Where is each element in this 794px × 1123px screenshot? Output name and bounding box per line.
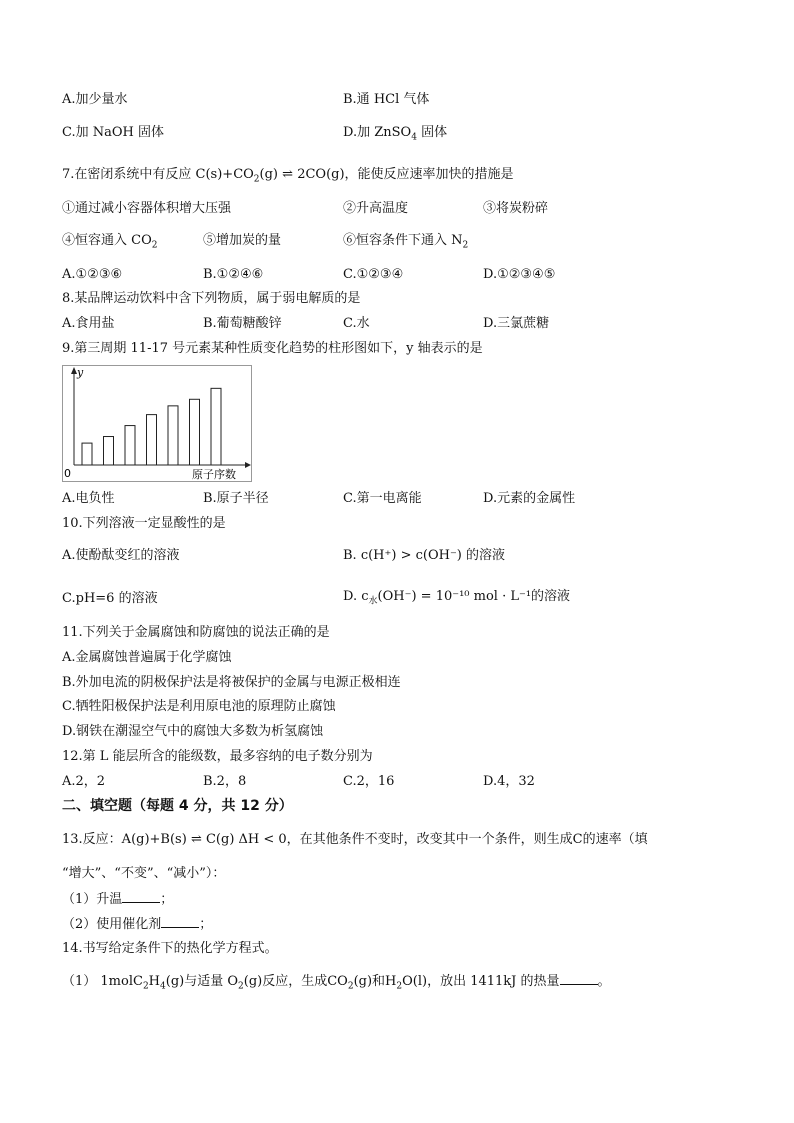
answer-blank[interactable]: [560, 972, 598, 985]
q7-measure-6: ⑥恒容条件下通入 $N_2$: [343, 233, 469, 251]
answer-blank[interactable]: [161, 915, 199, 928]
bar-chart-svg: [62, 365, 252, 482]
q7-option-c: C.①②③④: [343, 267, 404, 282]
q9-stem: 9.第三周期 11-17 号元素某种性质变化趋势的柱形图如下，y 轴表示的是: [62, 341, 483, 356]
q6-option-b: B.通 HCl 气体: [343, 92, 430, 107]
q10-stem: 10.下列溶液一定显酸性的是: [62, 516, 226, 531]
q13-part-2: （2）使用催化剂 ；: [62, 917, 213, 932]
q7-option-d: D.①②③④⑤: [483, 267, 556, 282]
bar-7: [211, 388, 221, 465]
q13-part-1: （1）升温 ；: [62, 892, 174, 907]
q9-option-c: C.第一电离能: [343, 491, 422, 506]
q7-option-a: A.①②③⑥: [62, 267, 123, 282]
bar-3: [125, 426, 135, 465]
q8-stem: 8.某品牌运动饮料中含下列物质，属于弱电解质的是: [62, 291, 361, 306]
q8-option-b: B.葡萄糖酸锌: [203, 316, 282, 331]
q9-option-d: D.元素的金属性: [483, 491, 576, 506]
q7-stem: 7.在密闭系统中有反应 $C(s)+CO_2(g)$ ⇌ 2CO(g)，能使反应速率加快的措施是: [62, 167, 514, 185]
answer-blank[interactable]: [122, 890, 160, 903]
q11-stem: 11.下列关于金属腐蚀和防腐蚀的说法正确的是: [62, 625, 330, 640]
q12-option-a: A.2，2: [62, 774, 106, 789]
origin-label: 0: [64, 467, 71, 480]
bar-chart: [62, 365, 252, 482]
bar-2: [104, 437, 114, 465]
q14-part-1: （1） $1molC_2H_4(g)$与适量 $O_2(g)$反应，生成$CO_2(g)$和$H_2O(l)$，放出 1411kJ 的热量 。: [62, 974, 611, 992]
equilibrium-arrow-icon: ⇌: [190, 832, 202, 847]
q8-option-a: A.食用盐: [62, 316, 115, 331]
q10-option-d: D. $c_水(OH^-) = 10^{-10}$ mol · L⁻¹的溶液: [343, 589, 571, 607]
q10-option-a: A.使酚酞变红的溶液: [62, 548, 180, 563]
bar-5: [168, 406, 178, 465]
q6-option-d: D.加 ZnSO$_4$ 固体: [343, 125, 448, 143]
q10-option-c: C.pH=6 的溶液: [62, 591, 158, 606]
q10-option-b: B. c(H⁺) > c(OH⁻) 的溶液: [343, 548, 506, 563]
q6-option-c: C.加 NaOH 固体: [62, 125, 165, 140]
q8-option-c: C.水: [343, 316, 370, 331]
bar-6: [190, 399, 200, 465]
q7-measure-4: ④恒容通入 $CO_2$: [62, 233, 158, 251]
q12-option-d: D.4，32: [483, 774, 535, 789]
q11-option-c: C.牺牲阳极保护法是利用原电池的原理防止腐蚀: [62, 699, 336, 714]
q13-stem: 13.反应：A(g)+B(s) ⇌ C(g) ΔH < 0，在其他条件不变时，改变其中一个条件，则生成C的速率（填: [62, 832, 648, 847]
bar-1: [82, 443, 92, 465]
q7-measure-2: ②升高温度: [343, 201, 409, 216]
q14-stem: 14.书写给定条件下的热化学方程式。: [62, 941, 278, 956]
q11-option-d: D.钢铁在潮湿空气中的腐蚀大多数为析氢腐蚀: [62, 724, 324, 739]
q9-option-b: B.原子半径: [203, 491, 269, 506]
q7-measure-1: ①通过减小容器体积增大压强: [62, 201, 232, 216]
q11-option-a: A.金属腐蚀普遍属于化学腐蚀: [62, 650, 232, 665]
q8-option-d: D.三氯蔗糖: [483, 316, 550, 331]
q12-option-b: B.2，8: [203, 774, 247, 789]
q13-continuation: “增大”、“不变”、“减小”）：: [62, 866, 226, 881]
bar-4: [147, 415, 157, 465]
q6-option-a: A.加少量水: [62, 92, 128, 107]
section-2-heading: 二、填空题（每题 4 分，共 12 分）: [62, 798, 293, 814]
q11-option-b: B.外加电流的阴极保护法是将被保护的金属与电源正极相连: [62, 675, 401, 690]
q12-stem: 12.第 L 能层所含的能级数，最多容纳的电子数分别为: [62, 749, 373, 764]
y-axis-label: y: [77, 366, 84, 379]
x-axis-label: 原子序数: [192, 468, 236, 481]
equilibrium-arrow-icon: ⇌: [282, 167, 294, 182]
q9-option-a: A.电负性: [62, 491, 115, 506]
q7-option-b: B.①②④⑥: [203, 267, 264, 282]
q7-measure-3: ③将炭粉碎: [483, 201, 549, 216]
q7-measure-5: ⑤增加炭的量: [203, 233, 282, 248]
q12-option-c: C.2，16: [343, 774, 395, 789]
